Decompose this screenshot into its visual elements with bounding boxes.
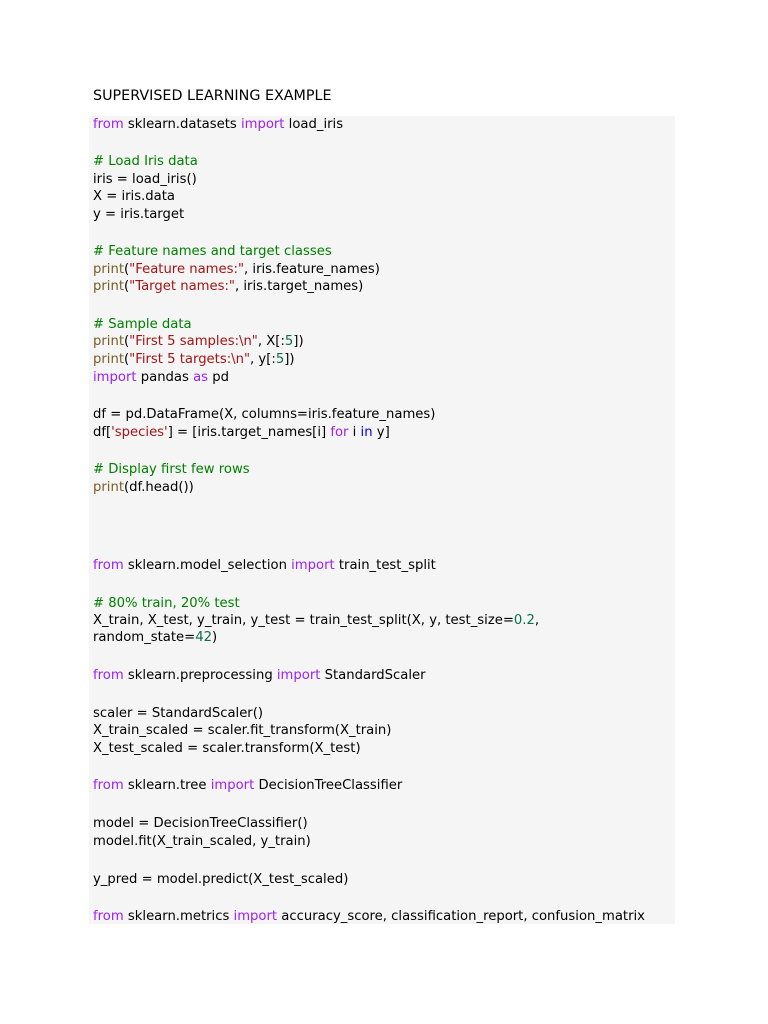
code-token-plain: sklearn.tree: [123, 778, 211, 793]
code-line: [93, 595, 240, 613]
code-line: [93, 261, 380, 279]
code-line: [93, 871, 348, 889]
code-token-string: "First 5 targets:\n": [129, 352, 251, 367]
code-token-plain: X_test_scaled = scaler.transform(X_test): [93, 741, 361, 756]
code-token-keyword: import: [291, 558, 335, 573]
code-token-plain: sklearn.metrics: [123, 909, 234, 924]
code-token-comment: # 80% train, 20% test: [93, 596, 240, 611]
code-token-builtin: print: [93, 334, 124, 349]
code-line: [93, 369, 229, 387]
code-token-plain: iris = load_iris(): [93, 172, 197, 187]
code-token-plain: X = iris.data: [93, 189, 175, 204]
code-token-comment: # Sample data: [93, 317, 192, 332]
code-token-plain: y = iris.target: [93, 207, 185, 222]
code-token-plain: X_train, X_test, y_train, y_test = train_test_split(X, y, test_size=: [93, 613, 514, 628]
code-block: [89, 116, 675, 924]
code-line: [93, 424, 390, 442]
code-token-plain: df = pd.DataFrame(X, columns=iris.feature_names): [93, 407, 436, 422]
code-token-string: "Feature names:": [129, 262, 245, 277]
code-token-plain: , X[:: [257, 334, 285, 349]
code-token-keyword: as: [193, 370, 209, 385]
code-line: [93, 153, 198, 171]
code-token-plain: accuracy_score, classification_report, confusion_matrix: [277, 909, 645, 924]
code-token-plain: random_state=: [93, 630, 196, 645]
code-token-plain: (df.head()): [124, 480, 194, 495]
code-line: [93, 406, 435, 424]
code-line: [93, 740, 361, 758]
code-token-plain: model.fit(X_train_scaled, y_train): [93, 834, 311, 849]
code-line: [93, 333, 304, 351]
code-line: [93, 629, 217, 647]
code-line: [93, 461, 250, 479]
code-token-keyword: import: [276, 668, 321, 683]
code-token-plain: pd: [208, 370, 229, 385]
code-token-plain: ]): [293, 334, 304, 349]
code-line: [93, 278, 363, 296]
code-line: [93, 777, 402, 795]
code-token-builtin: print: [93, 480, 124, 495]
code-line: [93, 557, 436, 575]
code-token-builtin: print: [93, 279, 124, 294]
code-token-plain: y_pred = model.predict(X_test_scaled): [93, 872, 349, 887]
code-token-keyword: from: [93, 778, 124, 793]
code-line: [93, 206, 184, 224]
code-token-keyword: import: [93, 370, 137, 385]
code-token-plain: ): [211, 630, 218, 645]
code-token-keyword: from: [93, 117, 124, 132]
code-line: [93, 316, 192, 334]
code-line: [93, 908, 645, 926]
code-line: [93, 815, 308, 833]
code-token-plain: ,: [534, 613, 540, 628]
code-token-builtin: print: [93, 262, 124, 277]
code-token-keyword: for: [330, 425, 349, 440]
code-token-number: 5: [275, 352, 285, 367]
code-token-keyword: from: [93, 668, 124, 683]
code-token-number: 42: [195, 630, 212, 645]
code-token-number: 5: [284, 334, 294, 349]
code-token-comment: # Feature names and target classes: [93, 244, 332, 259]
code-token-plain: sklearn.preprocessing: [123, 668, 277, 683]
code-token-string: "First 5 samples:\n": [129, 334, 258, 349]
code-token-plain: ]): [284, 352, 295, 367]
code-token-plain: (: [124, 262, 130, 277]
code-token-keyword: from: [93, 558, 124, 573]
code-token-keyword2: in: [360, 425, 373, 440]
code-token-plain: StandardScaler: [320, 668, 426, 683]
code-token-string: "Target names:": [129, 279, 235, 294]
code-token-keyword: import: [240, 117, 285, 132]
code-token-plain: (: [124, 352, 130, 367]
code-token-plain: df[: [93, 425, 112, 440]
code-token-plain: (: [124, 279, 130, 294]
code-token-plain: model = DecisionTreeClassifier(): [93, 816, 308, 831]
code-line: [93, 833, 311, 851]
code-token-plain: scaler = StandardScaler(): [93, 706, 264, 721]
code-line: [93, 612, 539, 630]
code-token-string: 'species': [111, 425, 168, 440]
code-token-keyword: import: [233, 909, 278, 924]
code-token-plain: (: [124, 334, 130, 349]
code-token-plain: load_iris: [284, 117, 344, 132]
code-token-comment: # Load Iris data: [93, 154, 198, 169]
code-line: [93, 188, 175, 206]
code-token-plain: DecisionTreeClassifier: [254, 778, 403, 793]
code-token-plain: i: [348, 425, 361, 440]
code-token-plain: ] = [iris.target_names[i]: [167, 425, 331, 440]
code-token-comment: # Display first few rows: [93, 462, 250, 477]
code-token-keyword: from: [93, 909, 124, 924]
code-line: [93, 479, 194, 497]
code-line: [93, 351, 295, 369]
document-title: SUPERVISED LEARNING EXAMPLE: [93, 88, 332, 104]
code-token-plain: X_train_scaled = scaler.fit_transform(X_train): [93, 723, 392, 738]
code-line: [93, 243, 332, 261]
code-token-plain: sklearn.model_selection: [123, 558, 292, 573]
code-token-plain: y]: [372, 425, 390, 440]
code-token-keyword: import: [210, 778, 255, 793]
code-token-plain: sklearn.datasets: [123, 117, 241, 132]
code-line: [93, 171, 197, 189]
code-token-plain: train_test_split: [334, 558, 436, 573]
code-token-builtin: print: [93, 352, 124, 367]
code-token-plain: , iris.feature_names): [244, 262, 380, 277]
code-token-number: 0.2: [513, 613, 535, 628]
code-line: [93, 722, 391, 740]
code-line: [93, 116, 343, 134]
code-line: [93, 705, 263, 723]
code-token-plain: pandas: [136, 370, 194, 385]
code-token-plain: , y[:: [250, 352, 276, 367]
code-line: [93, 667, 426, 685]
code-token-plain: , iris.target_names): [235, 279, 364, 294]
